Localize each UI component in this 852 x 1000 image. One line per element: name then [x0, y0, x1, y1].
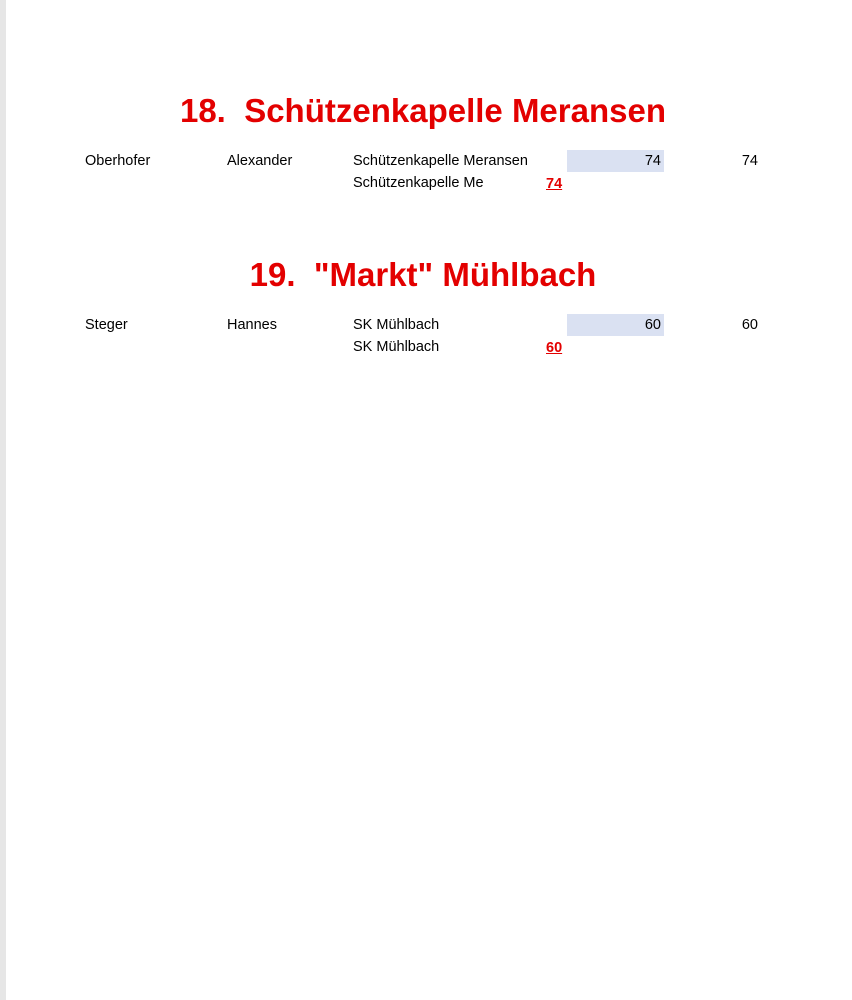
section-rank: 19.: [249, 256, 296, 293]
club-cell: Schützenkapelle Meransen: [353, 153, 528, 169]
firstname-cell: Hannes: [227, 317, 277, 333]
surname-cell: Steger: [85, 317, 128, 333]
summary-score-cell: 60: [546, 340, 563, 356]
surname-cell: Oberhofer: [85, 153, 151, 169]
score-cell: 60: [644, 317, 661, 333]
total-cell: 60: [741, 317, 758, 333]
section-name: Schützenkapelle Meransen: [244, 92, 667, 129]
summary-club-cell: SK Mühlbach: [353, 339, 440, 355]
section-title: [6, 255, 840, 295]
section-name: "Markt" Mühlbach: [313, 256, 597, 293]
section-rank: 18.: [179, 92, 226, 129]
summary-club-cell: Schützenkapelle Me: [353, 175, 484, 191]
firstname-cell: Alexander: [227, 153, 293, 169]
score-cell: 74: [644, 153, 661, 169]
document-page: [6, 0, 852, 1000]
section-title: [6, 91, 840, 131]
summary-score-cell: 74: [546, 176, 563, 192]
total-cell: 74: [741, 153, 758, 169]
club-cell: SK Mühlbach: [353, 317, 440, 333]
